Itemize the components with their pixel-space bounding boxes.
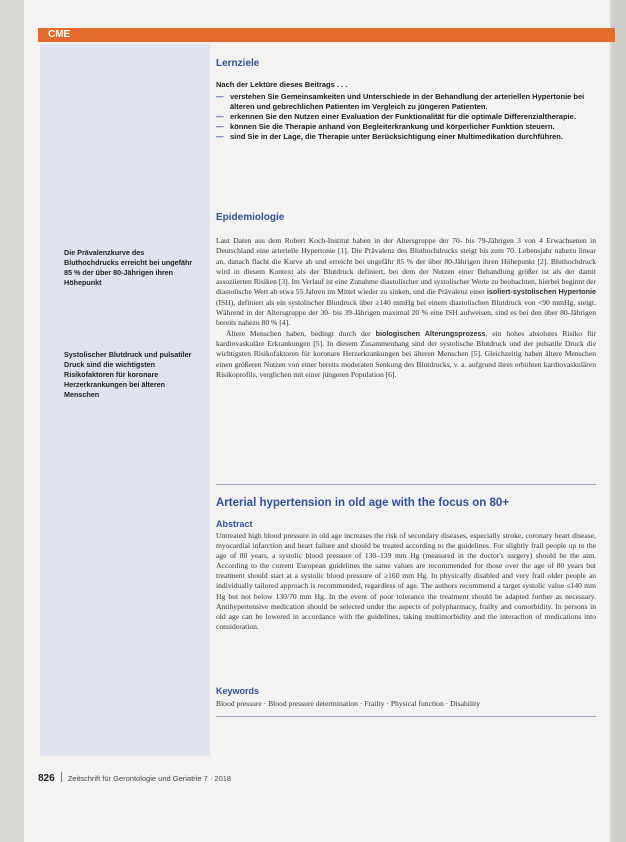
objectives-intro: Nach der Lektüre dieses Beitrags . . . [216, 80, 348, 89]
sidenote-prevalence: Die Prävalenzkurve des Bluthochdrucks erreicht bei ungefähr 85 % der über 80-Jährigen ihren Höhepunkt [64, 248, 193, 287]
english-title: Arterial hypertension in old age with the focus on 80+ [216, 497, 509, 509]
objective-item: — verstehen Sie Gemeinsamkeiten und Unterschiede in der Behandlung der arteriellen Hypertonie bei älteren und gebrechlichen Patienten im Vergleich zu jüngeren Patienten. [216, 92, 585, 111]
key-term: isoliert-systolischen Hypertonie [486, 287, 597, 297]
cme-label: CME [48, 29, 71, 40]
dash-bullet: — [216, 122, 224, 131]
page-footer [38, 768, 231, 786]
objectives-heading: Lernziele [216, 58, 260, 69]
paragraph: Laut Daten aus dem Robert Koch-Institut haben in der Altersgruppe der 70- bis 79-Jährigen 3 von 4 Erwachsenen in Deutschland eine arterielle Hypertonie [1]. Die Prävalenz des Bluthochdrucks steigt bis zum 70. Lebensjahr nahezu linear an, danach flacht die Kurve ab und erreicht bei ungefähr 85 % der über 80-Jährigen ihren Höhepunkt [2]. Bluthochdruck wird in diesem Kontext als der Blutdruck definiert, bei dem der Nutzen einer Behandlung größer ist als der damit assoziierten Risiken [3]. Im Verlauf ist eine Zunahme diastolischer und systolischer Werte zu beobachten, hierbei beginnt der diastolische Wert ab etwa 55 Jahren im Mittel wieder zu sinken, und die Prävalenz einer isoliert-systolischen Hypertonie (ISH), definiert als ein systolischer Blutdruck über ≥140 mmHg bei einem diastolischen Blutdruck von <90 mmHg, steigt. Während in der Altersgruppe der 30- bis 39-Jährigen maximal 20 % eine ISH aufweisen, sind es bei den über 80-Jährigen bereits nahezu 80 % [4]. [216, 236, 597, 328]
abstract-text: Untreated high blood pressure in old age increases the risk of secondary diseases, especially stroke, coronary heart disease, myocardial infarction and heart failure and should be treated according to the guidelines. For slightly frail people up to the age of 80 years, a systolic blood pressure of 130–139 mm Hg (measured in the doctor's surgery) should be the aim. According to the current European guidelines the same values are recommended for those over the age of 80 years but treatment should start at a systolic blood pressure of ≥160 mm Hg. In physically disabled and very frail older people an individually tailored approach is recommended, regardless of age. The authors recommend a target systolic value ≤140 mm Hg but not below 130/70 mm Hg. In the event of poor tolerance the treatment should be adapted further as necessary. Antihypertensive medication should be selected under the aspects of polypharmacy, frailty and comorbidity. In persons in old age can be lowered in accordance with the guidelines, taking multimorbidity and the interaction of medications into consideration. [216, 531, 596, 631]
objective-item: — können Sie die Therapie anhand von Begleiterkrankung und körperlicher Funktion steuern. [216, 122, 555, 131]
sidenote-risk-factors: Systolischer Blutdruck und pulsatiler Druck sind die wichtigsten Risikofaktoren für koronare Herzerkrankungen bei älteren Menschen [64, 350, 192, 399]
keywords-text: Blood pressure · Blood pressure determination · Frailty · Physical function · Disability [216, 699, 481, 708]
key-term: biologischen Alterungsprozess [375, 328, 486, 338]
objectives-list [216, 92, 596, 142]
page-edge [612, 0, 626, 842]
dash-bullet: — [216, 92, 224, 101]
keywords-heading: Keywords [216, 686, 260, 696]
epidemiology-body [216, 236, 596, 380]
margin-column [40, 44, 210, 756]
epidemiology-heading: Epidemiologie [216, 212, 285, 223]
journal-name: Zeitschrift für Gerontologie und Geriatrie 7 · 2018 [67, 774, 232, 783]
divider-top [216, 484, 596, 485]
page-number: 826 [38, 773, 55, 784]
cme-header-bar [38, 28, 615, 42]
footer-separator [61, 772, 62, 782]
divider-bottom [216, 716, 596, 717]
paragraph: Ältere Menschen haben, bedingt durch der biologischen Alterungsprozess, ein hohes absolutes Risiko für kardiovaskuläre Erkrankungen [5]. In diesem Zusammenhang sind der systolische Blutdruck und der pulsatile Druck die wichtigsten Risikofaktoren für koronare Herzerkrankungen bei älteren Menschen [5]. Gleichzeitig haben ältere Menschen einen größeren Nutzen von einer bereits moderaten Senkung des Blutdrucks, v. a. aufgrund ihres erhöhten kardiovaskulären Risikoprofils, verglichen mit einer jüngeren Population [6]. [216, 328, 597, 379]
dash-bullet: — [216, 112, 224, 121]
dash-bullet: — [216, 132, 224, 141]
objective-item: — sind Sie in der Lage, die Therapie unter Berücksichtigung einer Multimedikation durchführen. [216, 132, 563, 141]
objective-item: — erkennen Sie den Nutzen einer Evaluation der Funktionalität für die optimale Differenzialtherapie. [216, 112, 576, 121]
abstract-heading: Abstract [216, 519, 253, 529]
